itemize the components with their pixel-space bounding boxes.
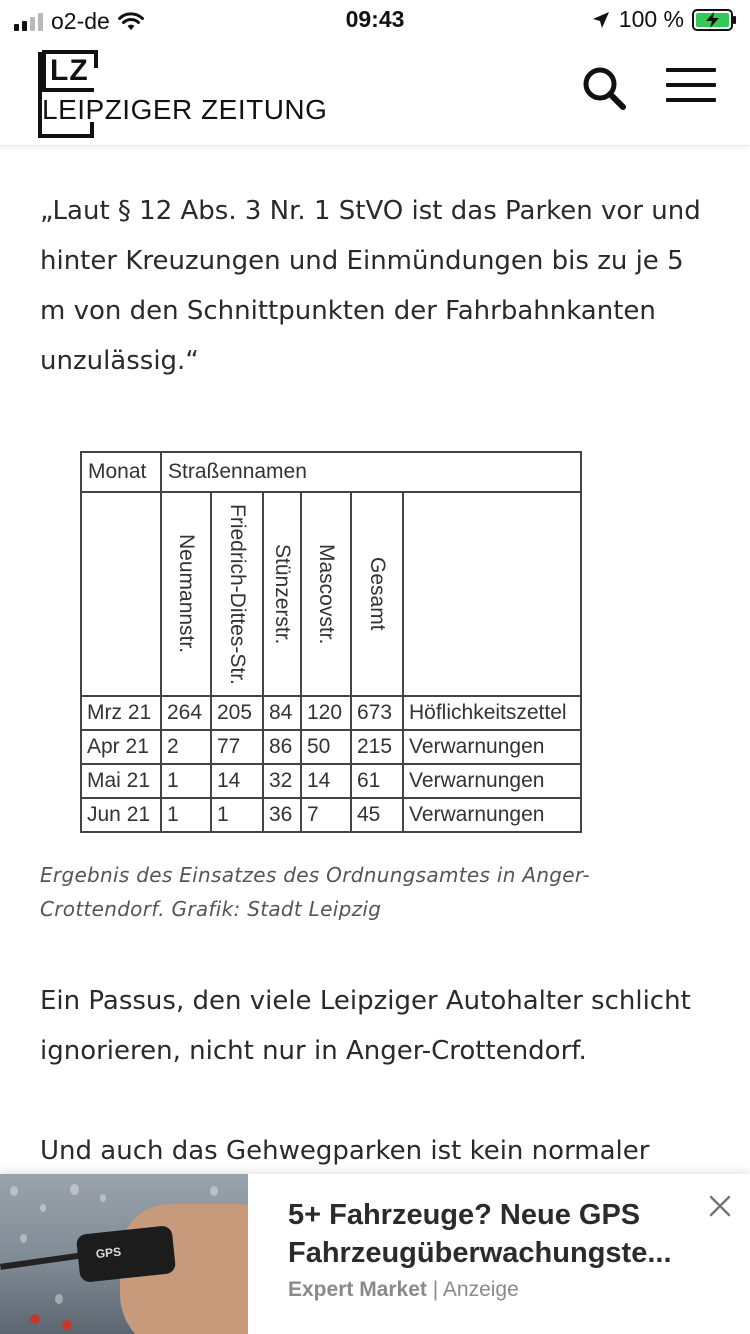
status-bar [0, 0, 750, 40]
figure-caption: Ergebnis des Einsatzes des Ordnungsamtes in Anger-Crottendorf. Grafik: Stadt Leipzig [40, 863, 590, 921]
table-row: Mai 21 1 14 32 14 61 Verwarnungen [81, 764, 581, 798]
ad-device-label: GPS [95, 1244, 122, 1262]
ad-source [288, 1278, 519, 1302]
clock: 09:43 [345, 6, 405, 32]
article-paragraph: „Laut § 12 Abs. 3 Nr. 1 StVO ist das Parken vor und hinter Kreuzungen und Einmündungen bis zu je 5 m von den Schnittpunkten der Fahrbahnkanten unzulässig.“ [40, 196, 701, 376]
table-header-month: Monat [81, 452, 161, 492]
column-header: Friedrich-Dittes-Str. [211, 492, 263, 696]
hamburger-menu-icon[interactable] [666, 68, 716, 108]
statistics-table [80, 451, 582, 833]
site-header [0, 40, 750, 146]
location-arrow-icon [591, 10, 611, 30]
column-header: Stünzerstr. [263, 492, 301, 696]
column-header: Gesamt [351, 492, 403, 696]
column-header: Mascovstr. [301, 492, 351, 696]
statistics-table-figure [80, 451, 582, 833]
ad-separator: | [432, 1278, 439, 1301]
ad-advertiser: Expert Market [288, 1278, 427, 1301]
advertisement-banner[interactable] [0, 1174, 750, 1334]
article-paragraph: Ein Passus, den viele Leipziger Autohalter schlicht ignorieren, nicht nur in Anger-Crottendorf. [40, 986, 691, 1066]
site-logo[interactable] [38, 48, 348, 140]
ad-image[interactable] [0, 1174, 248, 1334]
table-row: Apr 21 2 77 86 50 215 Verwarnungen [81, 730, 581, 764]
table-header-streets: Straßennamen [161, 452, 581, 492]
table-row: Jun 21 1 1 36 7 45 Verwarnungen [81, 798, 581, 832]
ad-label: Anzeige [442, 1278, 519, 1301]
battery-charging-icon [692, 9, 738, 31]
battery-percentage: 100 % [618, 6, 684, 32]
article-paragraph: Und auch das Gehwegparken ist kein normaler [40, 1136, 650, 1166]
carrier-name: o2-de [51, 8, 110, 34]
logo-mark: LZ [42, 50, 94, 92]
close-icon[interactable] [704, 1190, 736, 1222]
table-row: Mrz 21 264 205 84 120 673 Höflichkeitszettel [81, 696, 581, 730]
ad-title[interactable]: 5+ Fahrzeuge? Neue GPS Fahrzeugüberwachungste... [288, 1199, 672, 1269]
search-icon[interactable] [580, 64, 630, 114]
logo-wordmark: LEIPZIGER ZEITUNG [42, 94, 328, 125]
column-header: Neumannstr. [161, 492, 211, 696]
